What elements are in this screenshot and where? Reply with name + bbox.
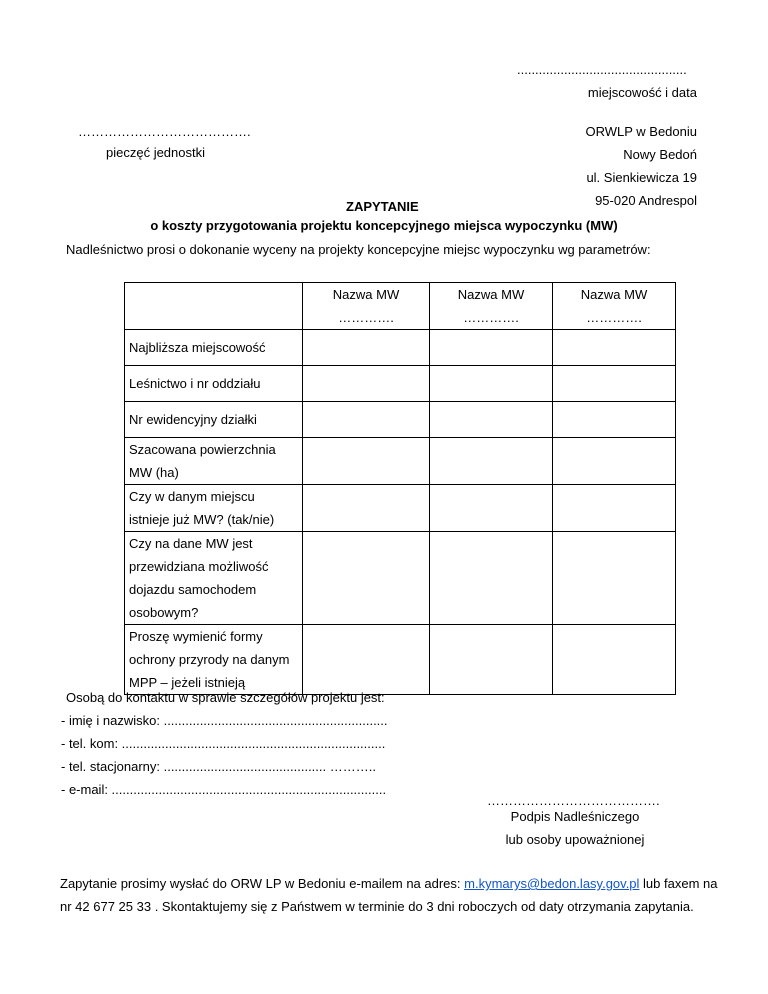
row-label xyxy=(125,625,303,695)
table-cell[interactable] xyxy=(303,625,430,695)
document-subtitle: o koszty przygotowania projektu koncepcyjnego miejsca wypoczynku (MW) xyxy=(150,218,618,233)
stamp-label: pieczęć jednostki xyxy=(106,145,205,160)
column-header-1 xyxy=(303,283,430,330)
stamp-dots: …………………………………. xyxy=(78,124,251,139)
table-row xyxy=(125,438,676,485)
footer-line-1 xyxy=(60,876,717,891)
recipient-line-2: Nowy Bedoń xyxy=(623,147,697,162)
table-cell[interactable] xyxy=(303,485,430,532)
table-cell[interactable] xyxy=(553,625,676,695)
contact-name-line: - imię i nazwisko: .............................................................. xyxy=(61,713,388,728)
intro-text: Nadleśnictwo prosi o dokonanie wyceny na projekty koncepcyjne miejsc wypoczynku wg parametrów: xyxy=(66,242,651,257)
table-row xyxy=(125,485,676,532)
contact-phone-line: - tel. stacjonarny: ............................................. ……….. xyxy=(61,759,376,774)
table-cell[interactable] xyxy=(430,402,553,438)
row-label-text: Leśnictwo i nr oddziału xyxy=(129,376,261,391)
column-name: Nazwa MW xyxy=(457,287,525,302)
table-row xyxy=(125,532,676,625)
table-cell[interactable] xyxy=(430,532,553,625)
row-label xyxy=(125,402,303,438)
row-label-text: MPP – jeżeli istnieją xyxy=(129,675,246,690)
email-link[interactable]: m.kymarys@bedon.lasy.gov.pl xyxy=(464,876,640,891)
column-dots: …………. xyxy=(338,310,394,325)
row-label-text: ochrony przyrody na danym xyxy=(129,652,290,667)
table-cell[interactable] xyxy=(553,366,676,402)
contact-heading: Osobą do kontaktu w sprawie szczegółów projektu jest: xyxy=(66,690,385,705)
footer-text-after: lub faxem na xyxy=(639,876,718,891)
row-label xyxy=(125,330,303,366)
parameters-table xyxy=(124,282,676,695)
footer-line-2: nr 42 677 25 33 . Skontaktujemy się z Państwem w terminie do 3 dni roboczych od daty otrzymania zapytania. xyxy=(60,899,694,914)
table-cell[interactable] xyxy=(303,532,430,625)
table-cell[interactable] xyxy=(303,330,430,366)
table-cell[interactable] xyxy=(430,330,553,366)
row-label-text: istnieje już MW? (tak/nie) xyxy=(129,512,275,527)
row-label-text: Najbliższa miejscowość xyxy=(129,340,266,355)
row-label-text: osobowym? xyxy=(129,605,199,620)
date-dots: ............................................... xyxy=(517,62,687,77)
column-header-3 xyxy=(553,283,676,330)
table-cell[interactable] xyxy=(553,485,676,532)
column-name: Nazwa MW xyxy=(332,287,400,302)
table-cell[interactable] xyxy=(430,438,553,485)
row-label xyxy=(125,485,303,532)
column-dots: …………. xyxy=(586,310,642,325)
table-cell[interactable] xyxy=(553,438,676,485)
row-label xyxy=(125,532,303,625)
recipient-line-1: ORWLP w Bedoniu xyxy=(585,124,697,139)
table-cell[interactable] xyxy=(303,438,430,485)
table-cell[interactable] xyxy=(430,625,553,695)
date-label: miejscowość i data xyxy=(587,85,697,100)
footer-text-before: Zapytanie prosimy wysłać do ORW LP w Bedoniu e-mailem na adres: xyxy=(60,876,465,891)
table-cell[interactable] xyxy=(303,366,430,402)
row-label-text: Czy na dane MW jest xyxy=(129,536,253,551)
row-label xyxy=(125,366,303,402)
table-row xyxy=(125,402,676,438)
contact-mobile-line: - tel. kom: ......................................................................... xyxy=(61,736,386,751)
column-header-2 xyxy=(430,283,553,330)
signature-dots: …………………………………. xyxy=(487,793,660,808)
table-cell[interactable] xyxy=(553,402,676,438)
document-title: ZAPYTANIE xyxy=(346,199,419,214)
recipient-line-4: 95-020 Andrespol xyxy=(595,193,697,208)
table-row xyxy=(125,330,676,366)
signature-line-1: Podpis Nadleśniczego xyxy=(510,809,640,824)
recipient-line-3: ul. Sienkiewicza 19 xyxy=(586,170,697,185)
table-cell[interactable] xyxy=(430,366,553,402)
row-label-text: MW (ha) xyxy=(129,465,179,480)
row-label-text: przewidziana możliwość xyxy=(129,559,269,574)
table-row xyxy=(125,366,676,402)
row-label-text: Proszę wymienić formy xyxy=(129,629,263,644)
row-label-text: dojazdu samochodem xyxy=(129,582,257,597)
row-label xyxy=(125,438,303,485)
signature-line-2: lub osoby upoważnionej xyxy=(505,832,645,847)
table-cell[interactable] xyxy=(303,402,430,438)
table-cell[interactable] xyxy=(553,532,676,625)
contact-email-line: - e-mail: ............................................................................ xyxy=(61,782,387,797)
row-label-text: Czy w danym miejscu xyxy=(129,489,255,504)
table-row xyxy=(125,625,676,695)
column-dots: …………. xyxy=(463,310,519,325)
row-label-text: Nr ewidencyjny działki xyxy=(129,412,257,427)
table-header-row xyxy=(125,283,676,330)
row-label-text: Szacowana powierzchnia xyxy=(129,442,276,457)
table-cell[interactable] xyxy=(430,485,553,532)
table-cell[interactable] xyxy=(553,330,676,366)
column-name: Nazwa MW xyxy=(580,287,648,302)
table-corner-cell xyxy=(125,283,303,330)
